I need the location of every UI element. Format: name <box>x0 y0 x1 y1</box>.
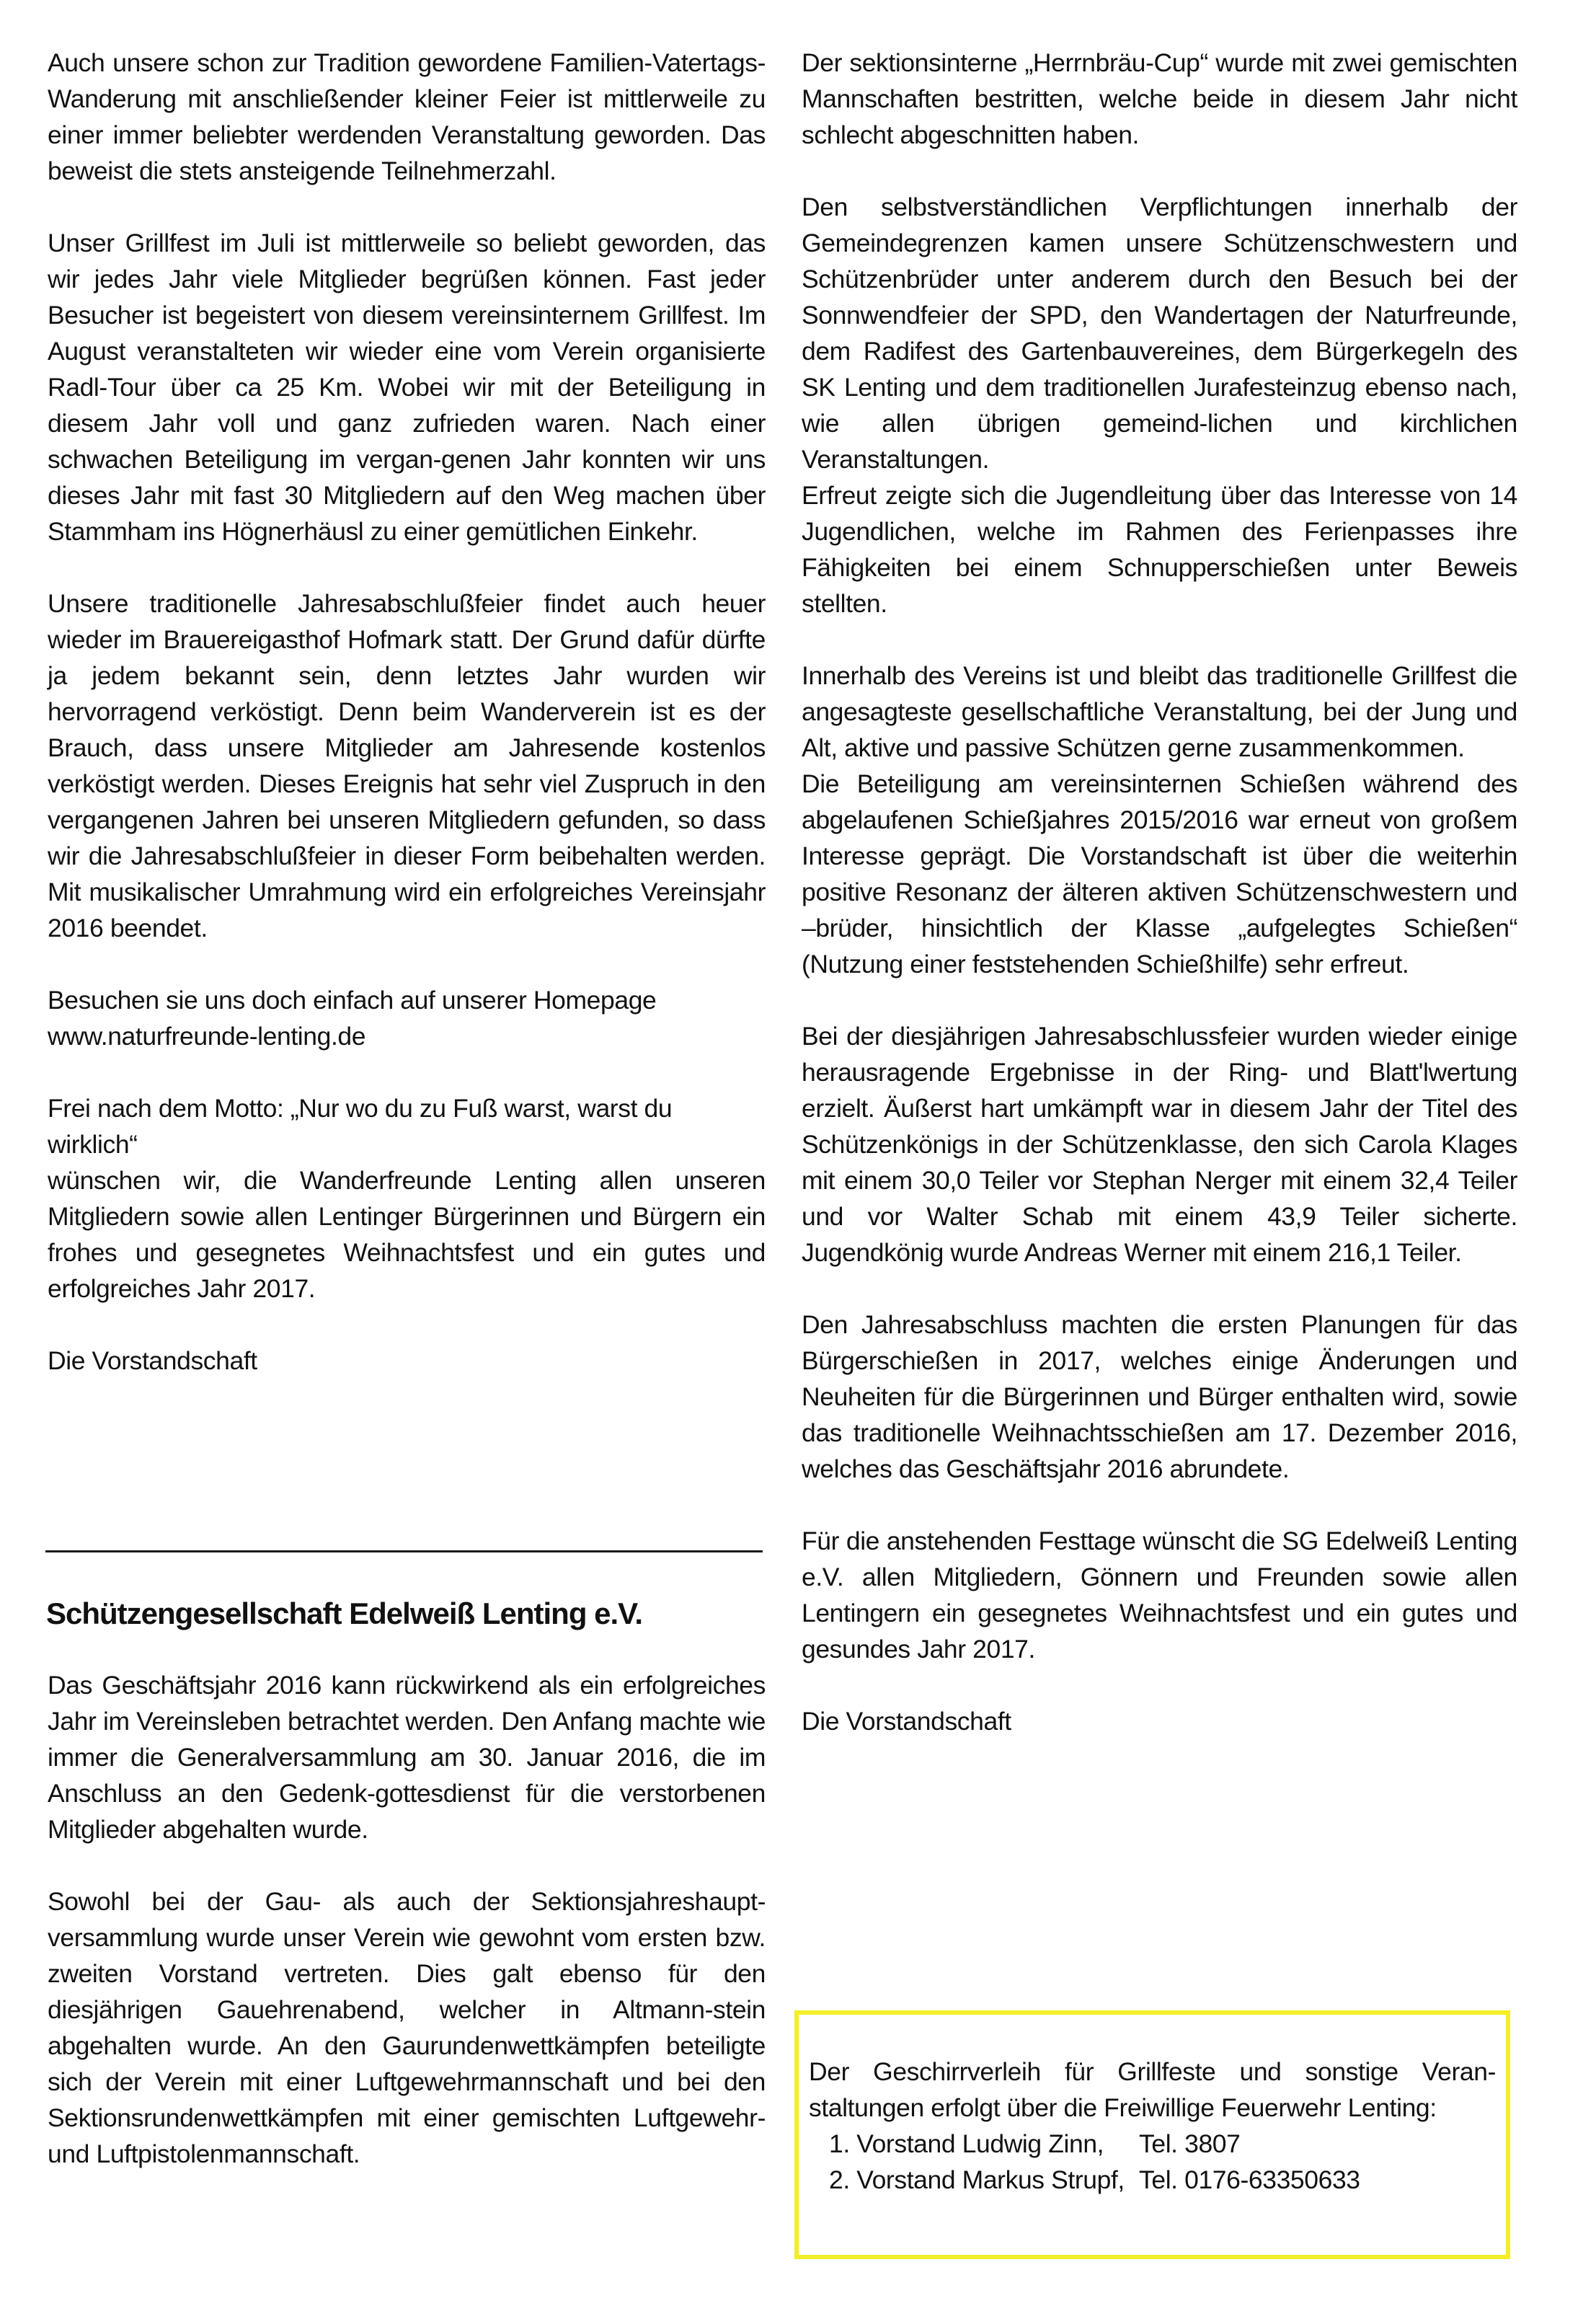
paragraph-versammlungen: Sowohl bei der Gau- als auch der Sektionsjahreshaupt-versammlung wurde unser Verein wie gewohnt vom ersten bzw. zweiten Vorstand vertreten. Dies galt ebenso für den diesjährigen Gauehrenabend, welcher in Altmann-stein abgehalten wurde. An den Gaurundenwettkämpfen beteiligte sich der Verein mit einer Luftgewehrmannschaft und bei den Sektionsrundenwettkämpfen mit einer gemischten Luftgewehr- und Luftpistolenmannschaft. <box>48 1887 766 2168</box>
contact-name: 1. Vorstand Ludwig Zinn, <box>829 2129 1104 2158</box>
contact-name: 2. Vorstand Markus Strupf, <box>829 2165 1125 2194</box>
paragraph-gemeinde-veranstaltungen: Den selbstverständlichen Verpflichtungen innerhalb der Gemeindegrenzen kamen unsere Schützenschwestern und Schützenbrüder unter anderem durch den Besuch bei der Sonnwendfeier der SPD, den Wandertagen der Naturfreunde, dem Radifest des Gartenbauvereines, dem Bürgerkegeln des SK Lenting und dem traditionellen Jurafesteinzug ebenso nach, wie allen übrigen gemeind-lichen und kirchlichen Veranstaltungen. <box>802 193 1517 474</box>
paragraph-herrnbraeu-cup: Der sektionsinterne „Herrnbräu-Cup“ wurde mit zwei gemischten Mannschaften bestritten, welche beide in diesem Jahr nicht schlecht abgeschnitten haben. <box>802 48 1517 149</box>
paragraph-festtagswuensche: Für die anstehenden Festtage wünscht die SG Edelweiß Lenting e.V. allen Mitgliedern, Gönnern und Freunden sowie allen Lentingern ein gesegnetes Weihnachtsfest und ein gutes und gesundes Jahr 2017. <box>802 1527 1517 1664</box>
paragraph-jugendleitung: Erfreut zeigte sich die Jugendleitung über das Interesse von 14 Jugendlichen, welche im Rahmen des Ferienpasses ihre Fähigkeiten bei einem Schnupperschießen unter Beweis stellten. <box>802 481 1517 618</box>
contact-row <box>809 2162 1496 2198</box>
homepage-intro: Besuchen sie uns doch einfach auf unserer Homepage <box>48 986 657 1015</box>
contact-phone: Tel. 3807 <box>1139 2129 1241 2158</box>
paragraph-jahresabschluss-planung: Den Jahresabschluss machten die ersten Planungen für das Bürgerschießen in 2017, welches einige Änderungen und Neuheiten für die Bürgerinnen und Bürger enthalten wird, sowie das traditionelle Weihnachtsschießen am 17. Dezember 2016, welches das Geschäftsjahr 2016 abrundete. <box>802 1310 1517 1483</box>
paragraph-vereinsleben <box>802 658 1517 982</box>
signature-right: Die Vorstandschaft <box>802 1707 1011 1736</box>
right-column <box>802 45 1517 1739</box>
christmas-wishes: wünschen wir, die Wanderfreunde Lenting allen unseren Mitgliedern sowie allen Lentinger Bürgerinnen und Bürgern ein frohes und gesegnetes Weihnachtsfest und ein gutes und erfolgreiches Jahr 2017. <box>48 1166 766 1303</box>
contact-row <box>809 2126 1496 2162</box>
schuetzen-left-body <box>48 1667 766 2172</box>
motto-line: Frei nach dem Motto: „Nur wo du zu Fuß warst, warst du wirklich“ <box>48 1094 673 1159</box>
notice-text: Der Geschirrverleih für Grillfeste und sonstige Veran-staltungen erfolgt über die Freiwillige Feuerwehr Lenting: <box>809 2057 1496 2122</box>
paragraph-vereinsinternes-schiessen: Die Beteiligung am vereinsinternen Schießen während des abgelaufenen Schießjahres 2015/2016 war erneut von großem Interesse geprägt. Die Vorstandschaft ist über die weiterhin positive Resonanz der älteren aktiven Schützenschwestern und –brüder, hinsichtlich der Klasse „aufgelegtes Schießen“ (Nutzung einer feststehenden Schießhilfe) sehr erfreut. <box>802 769 1517 978</box>
signature: Die Vorstandschaft <box>48 1346 257 1375</box>
section-divider <box>45 1550 763 1552</box>
motto-block <box>48 1090 766 1307</box>
homepage-block <box>48 982 766 1054</box>
contact-phone: Tel. 0176-63350633 <box>1139 2165 1360 2194</box>
homepage-link[interactable]: www.naturfreunde-lenting.de <box>48 1022 366 1051</box>
paragraph-geschaeftsjahr: Das Geschäftsjahr 2016 kann rückwirkend als ein erfolgreiches Jahr im Vereinsleben betrachtet werden. Den Anfang machte wie immer die Generalversammlung am 30. Januar 2016, die im Anschluss an den Gedenk-gottesdienst für die verstorbenen Mitglieder abgehalten wurde. <box>48 1671 766 1844</box>
paragraph-vatertags-wanderung: Auch unsere schon zur Tradition gewordene Familien-Vatertags-Wanderung mit anschließender kleiner Feier ist mittlerweile zu einer immer beliebter werdenden Veranstaltung geworden. Das beweist die stets ansteigende Teilnehmerzahl. <box>48 48 766 185</box>
paragraph-jahresabschlussfeier: Unsere traditionelle Jahresabschlußfeier findet auch heuer wieder im Brauereigasthof Hofmark statt. Der Grund dafür dürfte ja jedem bekannt sein, denn letztes Jahr wurden wir hervorragend verköstigt. Denn beim Wanderverein ist es der Brauch, dass unsere Mitglieder am Jahresende kostenlos verköstigt werden. Dieses Ereignis hat sehr viel Zuspruch in den vergangenen Jahren bei unseren Mitgliedern gefunden, so dass wir die Jahresabschlußfeier in dieser Form beibehalten werden. Mit musikalischer Umrahmung wird ein erfolgreiches Vereinsjahr 2016 beendet. <box>48 589 766 942</box>
paragraph-verpflichtungen <box>802 189 1517 622</box>
paragraph-grillfest-schuetzen: Innerhalb des Vereins ist und bleibt das traditionelle Grillfest die angesagteste gesellschaftliche Veranstaltung, bei der Jung und Alt, aktive und passive Schützen gerne zusammenkommen. <box>802 661 1517 762</box>
paragraph-schuetzenkoenig: Bei der diesjährigen Jahresabschlussfeier wurden wieder einige herausragende Ergebnisse in der Ring- und Blatt'lwertung erzielt. Äußerst hart umkämpft war in diesem Jahr der Titel des Schützenkönigs in der Schützenklasse, den sich Carola Klages mit einem 30,0 Teiler vor Stephan Nerger mit einem 32,4 Teiler und vor Walter Schab mit einem 43,9 Teiler sicherte. Jugendkönig wurde Andreas Werner mit einem 216,1 Teiler. <box>802 1022 1517 1267</box>
section-heading-schuetzengesellschaft: Schützengesellschaft Edelweiß Lenting e.V. <box>46 1596 642 1630</box>
paragraph-grillfest-radltour: Unser Grillfest im Juli ist mittlerweile so beliebt geworden, das wir jedes Jahr viele Mitglieder begrüßen können. Fast jeder Besucher ist begeistert von diesem vereinsinternem Grillfest. Im August veranstalteten wir wieder eine vom Verein organisierte Radl-Tour über ca 25 Km. Wobei wir mit der Beteiligung in diesem Jahr voll und ganz zufrieden waren. Nach einer schwachen Beteiligung im vergan-genen Jahr konnten wir uns dieses Jahr mit fast 30 Mitgliedern auf den Weg machen über Stammham ins Högnerhäusl zu einer gemütlichen Einkehr. <box>48 229 766 546</box>
left-column <box>48 45 766 1379</box>
geschirrverleih-notice <box>809 2054 1496 2198</box>
